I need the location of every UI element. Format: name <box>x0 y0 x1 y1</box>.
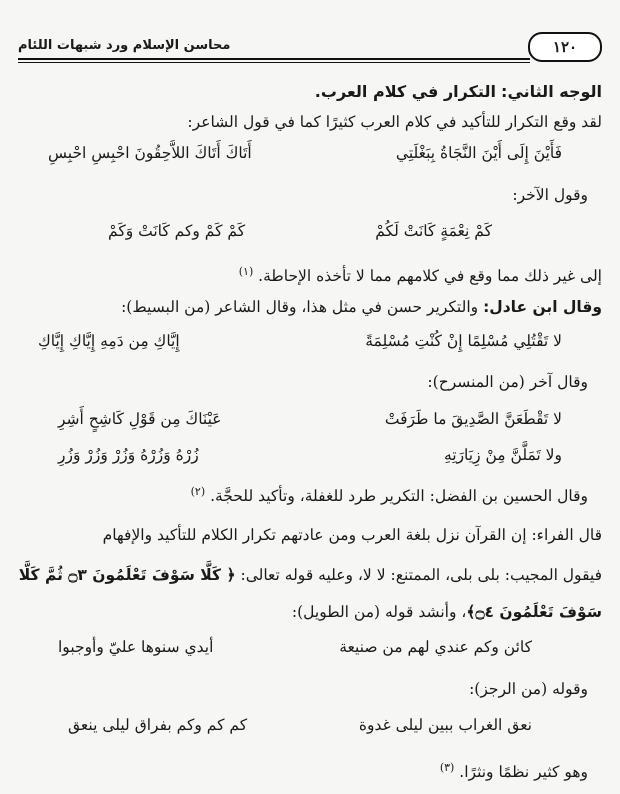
paragraph-2: وقول الآخر: <box>512 186 588 204</box>
section-heading <box>18 80 602 104</box>
verse-7-left: كم كم وكم بفراق ليلى ينعق <box>68 716 248 734</box>
verse-5-right: ولا تَمَلَّنَّ مِنْ زِيَارَتِهِ <box>443 446 562 464</box>
paragraph-8 <box>18 563 602 587</box>
verse-2-left: كَمْ كَمْ وكم كَانَتْ وَكَمْ <box>108 222 246 240</box>
verse-1-left: أَتَاكَ أَتَاكَ اللاَّحِقُونَ احْبِسِ احْبِسِ <box>48 144 252 162</box>
footnote-ref-1: (١) <box>238 265 254 278</box>
verse-2 <box>18 222 602 248</box>
paragraph-4 <box>18 295 602 319</box>
footnote-ref-2: (٢) <box>190 485 206 498</box>
verse-6-right: كائن وكم عندي لهم من صنيعة <box>339 638 532 656</box>
paragraph-9 <box>18 600 602 624</box>
header-rule-thin <box>18 62 530 63</box>
heading-title: التكرار في كلام العرب. <box>314 82 496 101</box>
verse-3-left: إِيَّاكِ مِن دَمِهِ إِيَّاكِ إِيَّاكِ <box>38 332 180 350</box>
paragraph-7: قال الفراء: إن القرآن نزل بلغة العرب ومن عادتهم تكرار الكلام للتأكيد والإفهام <box>102 526 602 544</box>
paragraph-11-text: وهو كثير نظمًا ونثرًا. <box>459 763 588 782</box>
book-title: محاسن الإسلام ورد شبهات اللئام <box>18 38 231 53</box>
paragraph-11 <box>18 756 588 784</box>
verse-5 <box>18 446 602 472</box>
heading-label: الوجه الثاني: <box>501 82 602 101</box>
verse-4-left: عَيْنَاكَ مِن قَوْلِ كَاشِحٍ أَشِرِ <box>58 410 222 428</box>
verse-4 <box>18 410 602 436</box>
paragraph-4-text: والتكرير حسن في مثل هذا، وقال الشاعر (من البسيط): <box>121 298 479 316</box>
paragraph-6-text: وقال الحسين بن الفضل: التكرير طرد للغفلة، وتأكيد للحجَّة. <box>210 487 588 506</box>
paragraph-8-text: فيقول المجيب: بلى بلى، الممتنع: لا لا، وعليه قوله تعالى: <box>240 566 602 584</box>
footnote-ref-3: (٣) <box>439 761 455 774</box>
paragraph-4-label: وقال ابن عادل: <box>483 298 602 316</box>
verse-2-right: كَمْ نِعْمَةٍ كَانَتْ لَكُمْ <box>375 222 492 240</box>
verse-4-right: لا تَقْطَعَنَّ الصَّدِيقَ ما طَرَفَتْ <box>384 410 562 428</box>
verse-6-left: أيدي سنوها عليّ وأوجبوا <box>58 638 214 656</box>
quran-verse-part-2: سَوْفَ تَعْلَمُونَ ۝٤﴾ <box>466 603 602 621</box>
quran-verse-part-1: ﴿ كَلَّا سَوْفَ تَعْلَمُونَ ۝٣ ثُمَّ كَلَّا <box>18 566 236 584</box>
page-number: ١٢٠ <box>528 32 602 62</box>
paragraph-3-text: إلى غير ذلك مما وقع في كلامهم مما لا تأخذه الإحاطة. <box>258 267 602 286</box>
paragraph-5: وقال آخر (من المنسرح): <box>427 373 588 391</box>
verse-7 <box>18 716 602 742</box>
paragraph-6 <box>18 480 588 508</box>
verse-5-left: زُرْهُ وَزُرْهُ وَزُرْ وَزُرْ وَزُرِ <box>58 446 199 464</box>
paragraph-1: لقد وقع التكرار للتأكيد في كلام العرب كثيرًا كما في قول الشاعر: <box>187 113 602 131</box>
paragraph-9-text: ، وأنشد قوله (من الطويل): <box>291 603 467 621</box>
verse-1 <box>18 144 602 170</box>
verse-3-right: لا تَقْتُلِي مُسْلِمًا إِنْ كُنْتِ مُسْلِمَةً <box>365 332 562 350</box>
verse-1-right: فَأَيْنَ إِلَى أَيْنَ النَّجَاةُ بِبَغْلَتِي <box>395 144 562 162</box>
verse-6 <box>18 638 602 664</box>
verse-3 <box>18 332 602 358</box>
page-header <box>18 32 602 66</box>
paragraph-3 <box>18 260 602 288</box>
paragraph-10: وقوله (من الرجز): <box>469 680 588 698</box>
header-rule <box>18 58 530 60</box>
verse-7-right: نعق الغراب ببين ليلى غدوة <box>358 716 532 734</box>
